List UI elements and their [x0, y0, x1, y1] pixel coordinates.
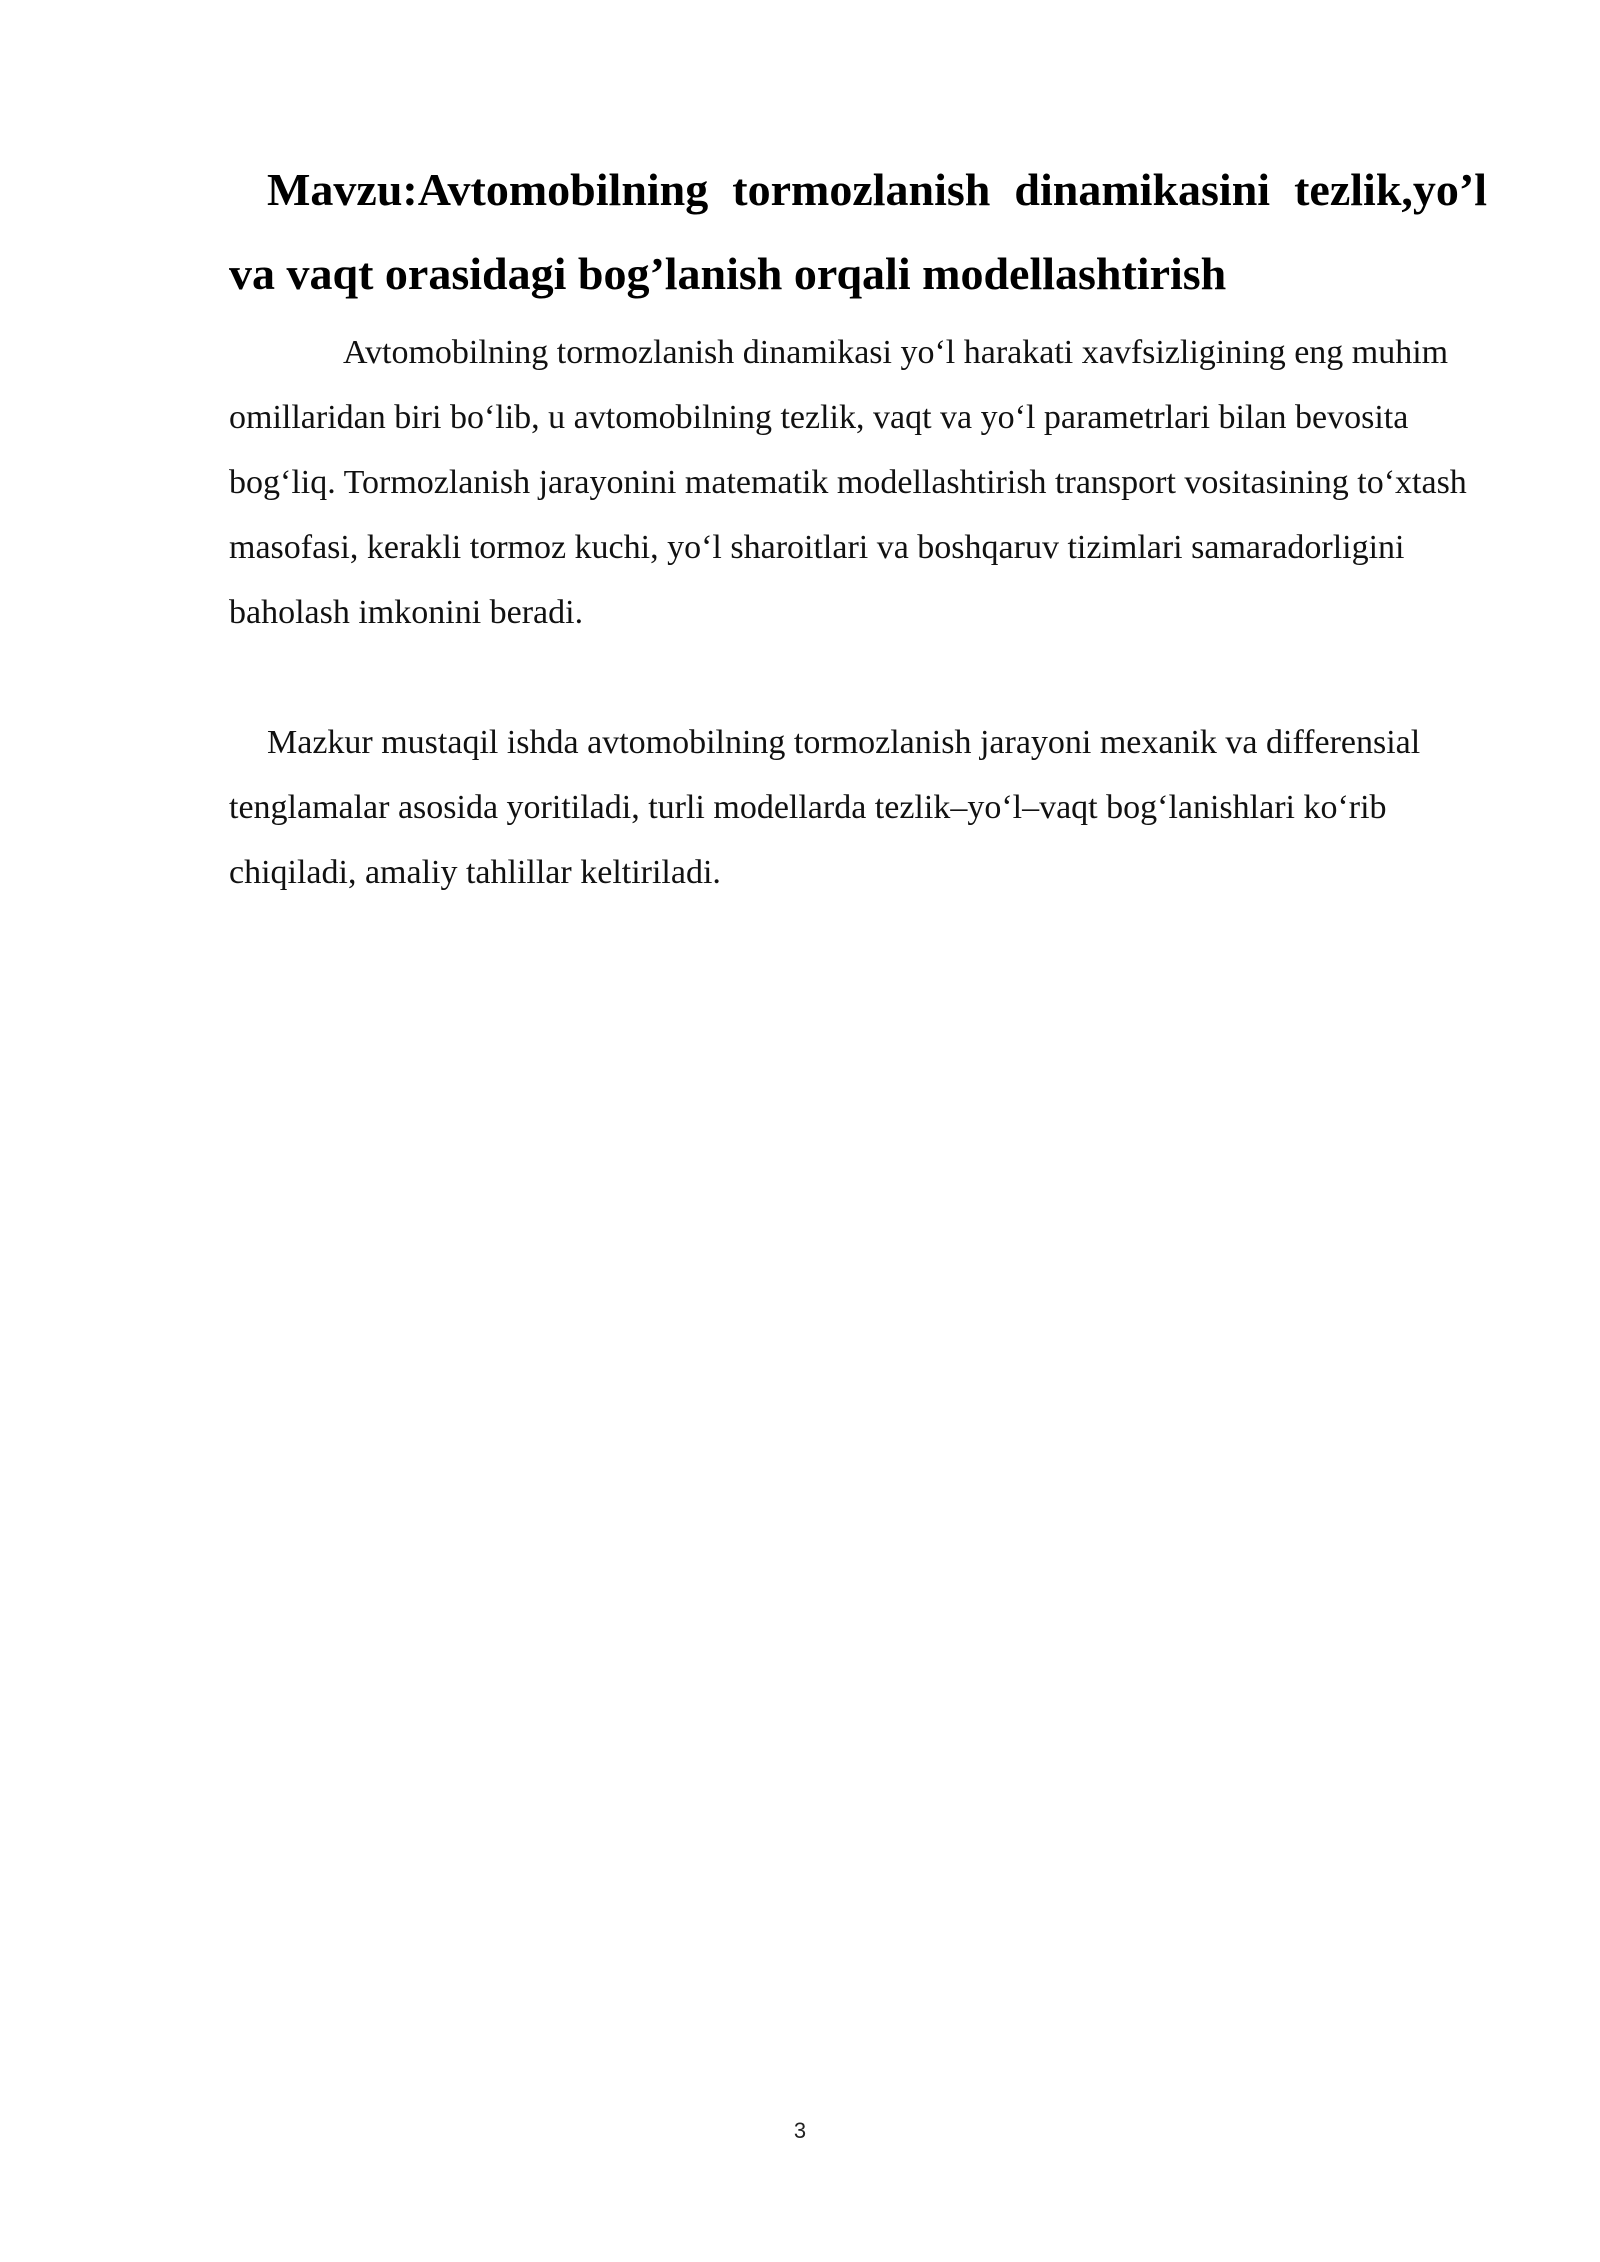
page-content — [229, 148, 1487, 905]
document-title: Mavzu:Avtomobilning tormozlanish dinamikasini tezlik,yo’l va vaqt orasidagi bog’lanish orqali modellashtirish — [229, 164, 1487, 299]
page-number: 3 — [793, 2118, 807, 2143]
scope-paragraph: Mazkur mustaqil ishda avtomobilning tormozlanish jarayoni mexanik va differensial tenglamalar asosida yoritiladi, turli modellarda tezlik–yo‘l–vaqt bog‘lanishlari ko‘rib chiqiladi, amaliy tahlillar keltiriladi. — [229, 724, 1421, 891]
intro-paragraph: Avtomobilning tormozlanish dinamikasi yo‘l harakati xavfsizligining eng muhim omillaridan biri bo‘lib, u avtomobilning tezlik, vaqt va yo‘l parametrlari bilan bevosita bog‘liq. Tormozlanish jarayonini matematik modellashtirish transport vositasining to‘xtash masofasi, kerakli tormoz kuchi, yo‘l sharoitlari va boshqaruv tizimlari samaradorligini baholash imkonini beradi. — [229, 334, 1467, 631]
